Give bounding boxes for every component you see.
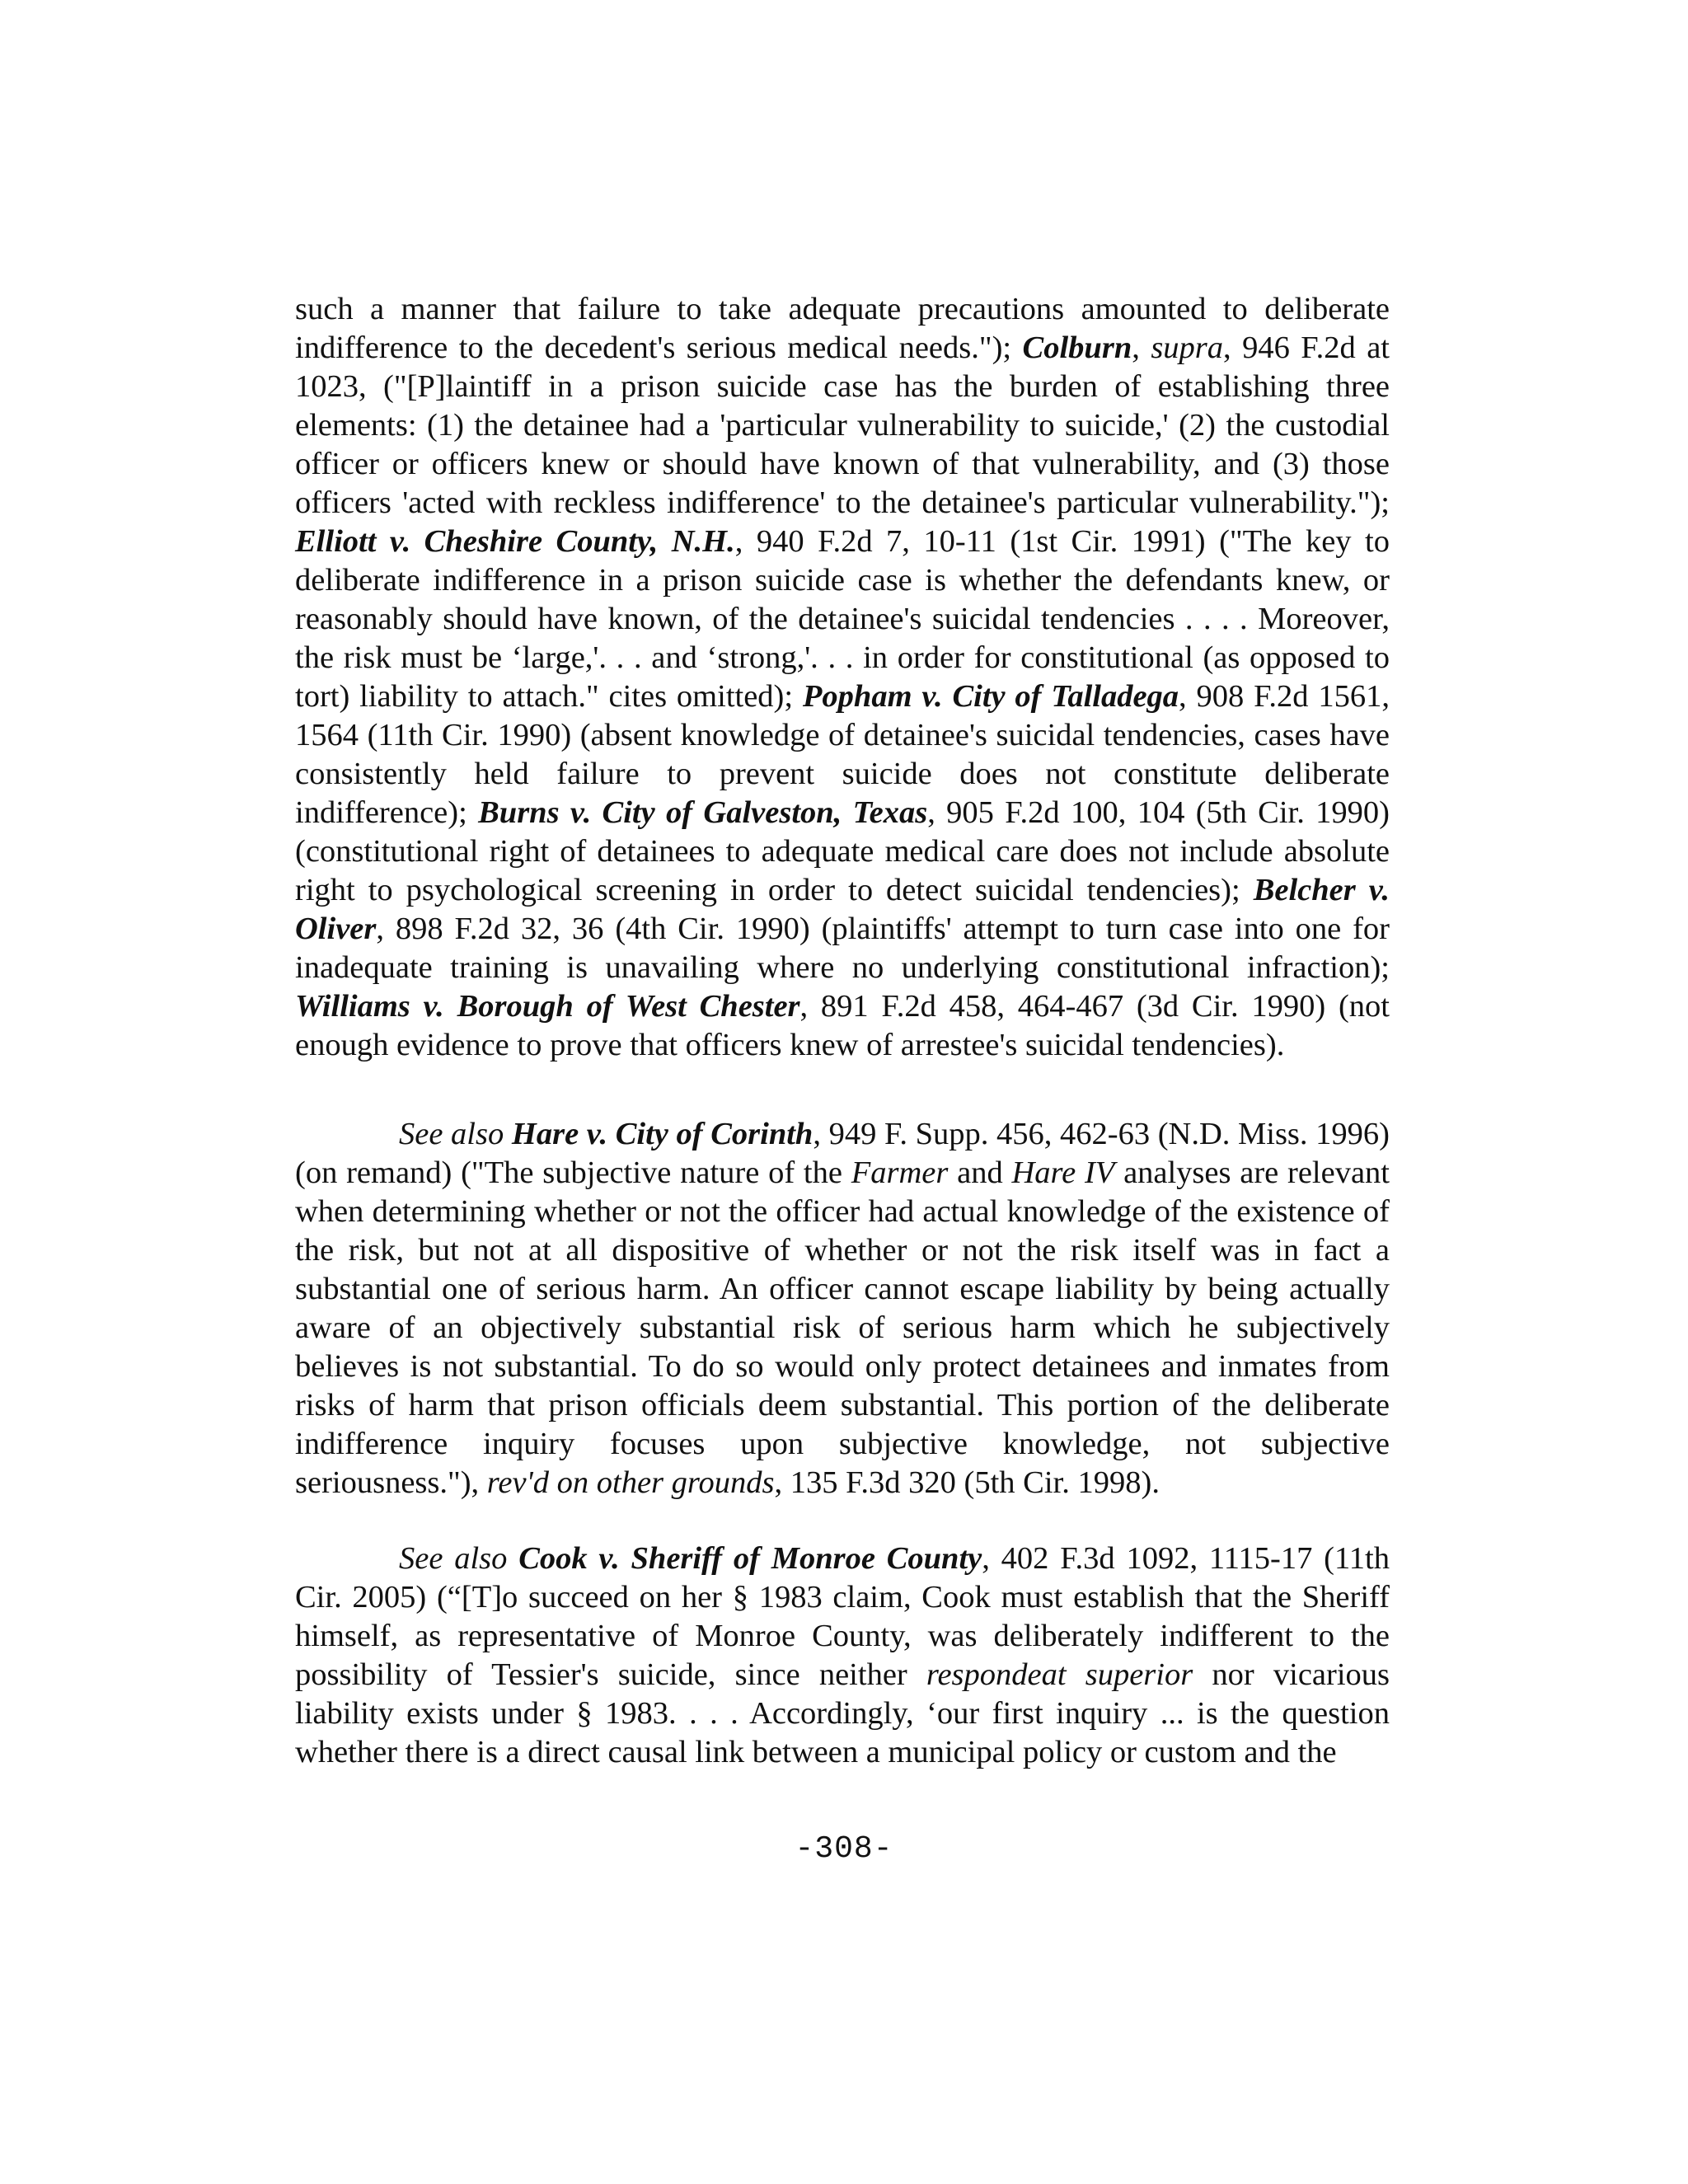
case-name-elliott: Elliott v. Cheshire County, N.H.: [295, 524, 735, 559]
case-name-belcher: Belcher v. Oliver: [295, 873, 1390, 946]
subsequent-history: rev'd on other grounds: [486, 1465, 775, 1500]
paragraph-text: [295, 290, 1390, 1065]
paragraph-cook-citation: [295, 1540, 1390, 1772]
case-name-williams: Williams v. Borough of West Chester: [295, 989, 800, 1024]
paragraph-text: [295, 1115, 1390, 1502]
text-run: , 949 F. Supp. 456, 462-63 (N.D. Miss. 1996) (on remand) ("The subjective nature of the: [295, 1117, 1390, 1190]
case-name-burns: Burns v. City of Galveston, Texas: [478, 795, 928, 830]
text-run: such a manner that failure to take adequate precautions amounted to deliberate indifference to the decedent's serious medical needs.");: [295, 292, 1390, 365]
supra-signal: supra: [1151, 330, 1224, 365]
case-ref-hare-iv: Hare IV: [1011, 1155, 1115, 1190]
text-run: , 135 F.3d 320 (5th Cir. 1998).: [774, 1465, 1160, 1500]
text-run: , 946 F.2d at 1023, ("[P]laintiff in a prison suicide case has the burden of establishing three elements: (1) the detainee had a 'particular vulnerability to suicide,' (2) the custodial officer or officers knew or should have known of that vulnerability, and (3) those officers 'acted with reckless indifference' to the detainee's particular vulnerability.");: [295, 330, 1390, 520]
see-also-signal: See also: [399, 1541, 508, 1576]
text-run: ,: [1132, 330, 1151, 365]
case-name-popham: Popham v. City of Talladega: [802, 679, 1179, 714]
text-run: [504, 1117, 512, 1151]
paragraph-text: [295, 1540, 1390, 1772]
text-run: , 891 F.2d 458, 464-467 (3d Cir. 1990) (not enough evidence to prove that officers knew of arrestee's suicidal tendencies).: [295, 989, 1390, 1062]
case-name-colburn: Colburn: [1022, 330, 1132, 365]
page-number: -308-: [795, 1831, 893, 1867]
case-name-cook: Cook v. Sheriff of Monroe County: [518, 1541, 982, 1576]
paragraph-case-citations: [295, 290, 1390, 1065]
text-run: and: [948, 1155, 1012, 1190]
case-ref-farmer: Farmer: [851, 1155, 949, 1190]
text-run: , 402 F.3d 1092, 1115-17 (11th Cir. 2005) (“[T]o succeed on her § 1983 claim, Cook must establish that the Sheriff himself, as representative of Monroe County, was deliberately indifferent to the possibility of Tessier's suicide, since neither: [295, 1541, 1390, 1692]
text-run: analyses are relevant when determining whether or not the officer had actual knowledge of the existence of the risk, but not at all dispositive of whether or not the risk itself was in fact a substantial one of serious harm. An officer cannot escape liability by being actually aware of an objectively substantial risk of serious harm which he subjectively believes is not substantial. To do so would only protect detainees and inmates from risks of harm that prison officials deem substantial. This portion of the deliberate indifference inquiry focuses upon subjective knowledge, not subjective seriousness."),: [295, 1155, 1390, 1500]
case-name-hare: Hare v. City of Corinth: [511, 1117, 814, 1151]
text-run: , 898 F.2d 32, 36 (4th Cir. 1990) (plaintiffs' attempt to turn case into one for inadequate training is unavailing where no underlying constitutional infraction);: [295, 912, 1390, 985]
latin-term: respondeat superior: [926, 1657, 1193, 1692]
text-run: [507, 1541, 518, 1576]
text-run: , 908 F.2d 1561, 1564 (11th Cir. 1990) (absent knowledge of detainee's suicidal tendencies, cases have consistently held failure to prevent suicide does not constitute deliberate indifference);: [295, 679, 1390, 830]
see-also-signal: See also: [399, 1117, 504, 1151]
text-run: , 905 F.2d 100, 104 (5th Cir. 1990) (constitutional right of detainees to adequate medical care does not include absolute right to psychological screening in order to detect suicidal tendencies);: [295, 795, 1390, 907]
text-run: nor vicarious liability exists under § 1983. . . . Accordingly, ‘our first inquiry ... is the question whether there is a direct causal link between a municipal policy or custom and the: [295, 1657, 1390, 1769]
text-run: , 940 F.2d 7, 10-11 (1st Cir. 1991) ("The key to deliberate indifference in a prison suicide case is whether the defendants knew, or reasonably should have known, of the detainee's suicidal tendencies . . . . Moreover, the risk must be ‘large,'. . . and ‘strong,'. . . in order for constitutional (as opposed to tort) liability to attach." cites omitted);: [295, 524, 1390, 714]
paragraph-hare-citation: [295, 1115, 1390, 1502]
